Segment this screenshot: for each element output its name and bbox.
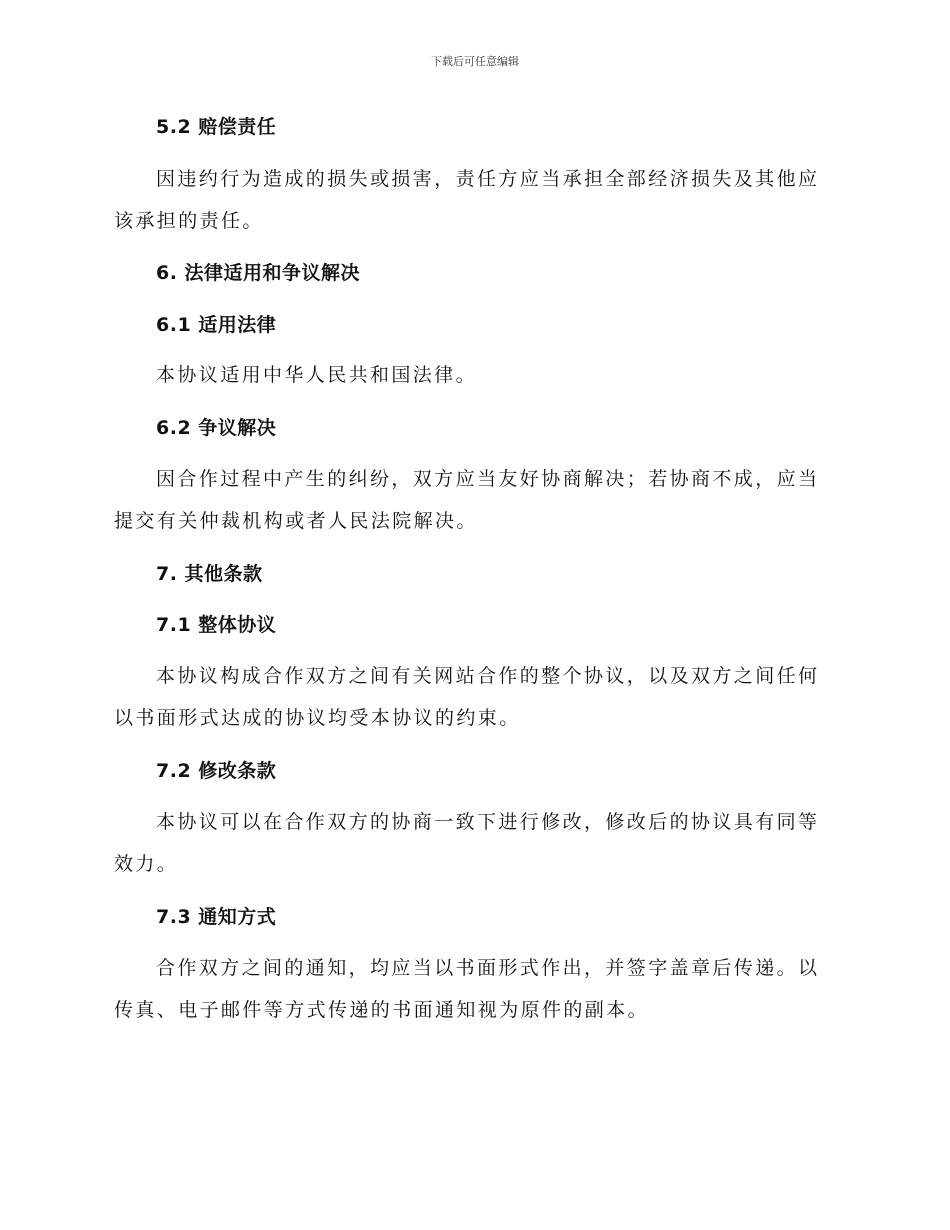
section-heading-7-2: 7.2 修改条款 bbox=[156, 760, 277, 782]
section-heading-6-2: 6.2 争议解决 bbox=[156, 417, 277, 439]
section-body-6-2: 因合作过程中产生的纠纷，双方应当友好协商解决；若协商不成，应当提交有关仲裁机构或者人民法院解决。 bbox=[114, 468, 820, 532]
section-heading-5-2: 5.2 赔偿责任 bbox=[156, 116, 277, 138]
section-heading-6-1: 6.1 适用法律 bbox=[156, 314, 277, 336]
section-heading-7: 7. 其他条款 bbox=[156, 563, 263, 585]
section-body-5-2: 因违约行为造成的损失或损害，责任方应当承担全部经济损失及其他应该承担的责任。 bbox=[114, 168, 820, 232]
section-body-6-1: 本协议适用中华人民共和国法律。 bbox=[156, 364, 478, 386]
section-body-7-1: 本协议构成合作双方之间有关网站合作的整个协议，以及双方之间任何以书面形式达成的协议均受本协议的约束。 bbox=[114, 665, 820, 729]
section-body-7-2: 本协议可以在合作双方的协商一致下进行修改，修改后的协议具有同等效力。 bbox=[114, 811, 820, 875]
section-heading-6: 6. 法律适用和争议解决 bbox=[156, 262, 361, 284]
section-heading-7-3: 7.3 通知方式 bbox=[156, 906, 277, 928]
section-heading-7-1: 7.1 整体协议 bbox=[156, 614, 277, 636]
page-header: 下载后可任意编辑 bbox=[431, 55, 519, 68]
section-body-7-3: 合作双方之间的通知，均应当以书面形式作出，并签字盖章后传递。以传真、电子邮件等方式传递的书面通知视为原件的副本。 bbox=[114, 957, 820, 1021]
